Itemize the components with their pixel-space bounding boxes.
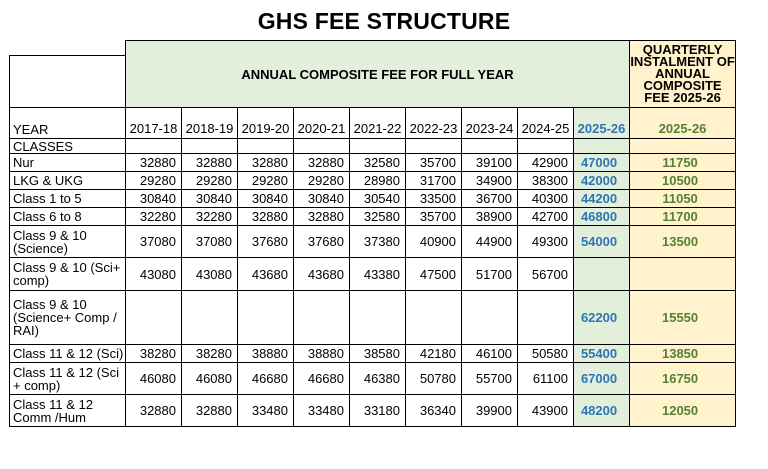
fee-cell: 43900 xyxy=(518,395,574,427)
fee-cell: 32580 xyxy=(350,154,406,172)
fee-cell: 46080 xyxy=(182,363,238,395)
blank-corner-top xyxy=(10,41,126,56)
classes-label: CLASSES xyxy=(10,139,126,154)
year-header-9: 2025-26 xyxy=(630,108,736,139)
quarterly-fee-cell: 11700 xyxy=(630,208,736,226)
year-label: YEAR xyxy=(10,108,126,139)
fee-cell: 62200 xyxy=(574,291,630,345)
table-row xyxy=(10,258,736,291)
fee-table xyxy=(9,40,736,427)
year-header-8: 2025-26 xyxy=(574,108,630,139)
fee-cell: 32880 xyxy=(126,154,182,172)
fee-cell: 49300 xyxy=(518,226,574,258)
fee-cell: 40900 xyxy=(406,226,462,258)
table-row xyxy=(10,208,736,226)
fee-cell: 30840 xyxy=(126,190,182,208)
fee-cell xyxy=(350,291,406,345)
quarterly-fee-cell: 13500 xyxy=(630,226,736,258)
fee-cell: 32880 xyxy=(126,395,182,427)
quarterly-fee-cell: 11050 xyxy=(630,190,736,208)
fee-cell: 43680 xyxy=(238,258,294,291)
year-header-4: 2021-22 xyxy=(350,108,406,139)
table-row xyxy=(10,345,736,363)
fee-cell: 38900 xyxy=(462,208,518,226)
fee-cell: 46680 xyxy=(294,363,350,395)
fee-cell: 32880 xyxy=(294,208,350,226)
fee-cell: 30840 xyxy=(182,190,238,208)
fee-cell: 30840 xyxy=(294,190,350,208)
fee-cell: 32880 xyxy=(182,154,238,172)
table-row xyxy=(10,172,736,190)
fee-cell: 30840 xyxy=(238,190,294,208)
fee-cell: 54000 xyxy=(574,226,630,258)
fee-cell xyxy=(518,291,574,345)
fee-cell: 43380 xyxy=(350,258,406,291)
fee-cell: 37680 xyxy=(238,226,294,258)
class-label: Class 11 & 12 Comm /Hum xyxy=(10,395,126,427)
quarterly-fee-cell: 16750 xyxy=(630,363,736,395)
fee-cell: 46100 xyxy=(462,345,518,363)
quarterly-fee-cell: 11750 xyxy=(630,154,736,172)
fee-cell: 33180 xyxy=(350,395,406,427)
year-header-1: 2018-19 xyxy=(182,108,238,139)
quarterly-fee-cell xyxy=(630,258,736,291)
fee-cell: 36700 xyxy=(462,190,518,208)
table-row xyxy=(10,226,736,258)
year-header-2: 2019-20 xyxy=(238,108,294,139)
fee-cell: 51700 xyxy=(462,258,518,291)
fee-cell: 55700 xyxy=(462,363,518,395)
fee-cell: 43080 xyxy=(126,258,182,291)
fee-cell: 32880 xyxy=(238,154,294,172)
class-label: Class 11 & 12 (Sci) xyxy=(10,345,126,363)
class-label: Class 1 to 5 xyxy=(10,190,126,208)
fee-cell: 38300 xyxy=(518,172,574,190)
fee-cell: 29280 xyxy=(182,172,238,190)
fee-cell: 33480 xyxy=(294,395,350,427)
quarterly-fee-cell: 12050 xyxy=(630,395,736,427)
table-row xyxy=(10,395,736,427)
fee-cell: 67000 xyxy=(574,363,630,395)
fee-cell xyxy=(406,291,462,345)
year-header-6: 2023-24 xyxy=(462,108,518,139)
class-label: Class 6 to 8 xyxy=(10,208,126,226)
fee-cell: 34900 xyxy=(462,172,518,190)
fee-cell: 37680 xyxy=(294,226,350,258)
year-header-5: 2022-23 xyxy=(406,108,462,139)
fee-cell: 38280 xyxy=(182,345,238,363)
fee-cell: 32880 xyxy=(294,154,350,172)
fee-cell: 38280 xyxy=(126,345,182,363)
table-row xyxy=(10,154,736,172)
fee-cell: 28980 xyxy=(350,172,406,190)
fee-cell: 48200 xyxy=(574,395,630,427)
class-label: Class 9 & 10 (Science) xyxy=(10,226,126,258)
class-label: Class 11 & 12 (Sci + comp) xyxy=(10,363,126,395)
fee-cell: 38580 xyxy=(350,345,406,363)
fee-cell: 35700 xyxy=(406,208,462,226)
blank-corner xyxy=(10,56,126,108)
year-header-0: 2017-18 xyxy=(126,108,182,139)
page-title: GHS FEE STRUCTURE xyxy=(257,8,511,34)
fee-cell: 37080 xyxy=(182,226,238,258)
class-label: Class 9 & 10 (Science+ Comp / RAI) xyxy=(10,291,126,345)
fee-cell: 47000 xyxy=(574,154,630,172)
table-row xyxy=(10,363,736,395)
quarterly-fee-cell: 15550 xyxy=(630,291,736,345)
fee-cell: 39900 xyxy=(462,395,518,427)
fee-cell xyxy=(574,258,630,291)
fee-cell: 30540 xyxy=(350,190,406,208)
fee-cell: 42700 xyxy=(518,208,574,226)
class-label: LKG & UKG xyxy=(10,172,126,190)
fee-cell: 38880 xyxy=(238,345,294,363)
fee-cell xyxy=(182,291,238,345)
fee-cell: 46800 xyxy=(574,208,630,226)
fee-cell: 37080 xyxy=(126,226,182,258)
fee-cell: 43680 xyxy=(294,258,350,291)
fee-cell: 50580 xyxy=(518,345,574,363)
fee-cell: 33480 xyxy=(238,395,294,427)
fee-cell: 44200 xyxy=(574,190,630,208)
fee-cell xyxy=(126,291,182,345)
class-label: Nur xyxy=(10,154,126,172)
fee-cell xyxy=(294,291,350,345)
class-label: Class 9 & 10 (Sci+ comp) xyxy=(10,258,126,291)
fee-cell: 31700 xyxy=(406,172,462,190)
fee-cell: 46380 xyxy=(350,363,406,395)
fee-cell: 29280 xyxy=(294,172,350,190)
year-header-3: 2020-21 xyxy=(294,108,350,139)
fee-cell: 42900 xyxy=(518,154,574,172)
year-header-7: 2024-25 xyxy=(518,108,574,139)
fee-cell: 32280 xyxy=(182,208,238,226)
fee-cell: 46080 xyxy=(126,363,182,395)
fee-cell: 39100 xyxy=(462,154,518,172)
table-row xyxy=(10,291,736,345)
fee-cell: 35700 xyxy=(406,154,462,172)
fee-cell: 29280 xyxy=(126,172,182,190)
fee-cell: 43080 xyxy=(182,258,238,291)
quarterly-fee-header: QUARTERLY INSTALMENT OF ANNUAL COMPOSITE FEE 2025-26 xyxy=(630,41,736,108)
fee-cell: 40300 xyxy=(518,190,574,208)
fee-cell: 55400 xyxy=(574,345,630,363)
table-row xyxy=(10,190,736,208)
fee-cell: 61100 xyxy=(518,363,574,395)
fee-cell: 37380 xyxy=(350,226,406,258)
fee-cell: 46680 xyxy=(238,363,294,395)
fee-cell: 36340 xyxy=(406,395,462,427)
fee-cell: 50780 xyxy=(406,363,462,395)
quarterly-fee-cell: 10500 xyxy=(630,172,736,190)
quarterly-fee-cell: 13850 xyxy=(630,345,736,363)
fee-cell: 56700 xyxy=(518,258,574,291)
fee-cell xyxy=(238,291,294,345)
fee-cell: 32880 xyxy=(238,208,294,226)
fee-cell: 32580 xyxy=(350,208,406,226)
annual-fee-header: ANNUAL COMPOSITE FEE FOR FULL YEAR xyxy=(126,41,630,108)
fee-cell: 42000 xyxy=(574,172,630,190)
fee-cell xyxy=(462,291,518,345)
fee-cell: 38880 xyxy=(294,345,350,363)
fee-cell: 29280 xyxy=(238,172,294,190)
fee-cell: 32880 xyxy=(182,395,238,427)
fee-cell: 42180 xyxy=(406,345,462,363)
fee-cell: 47500 xyxy=(406,258,462,291)
fee-cell: 33500 xyxy=(406,190,462,208)
fee-cell: 44900 xyxy=(462,226,518,258)
fee-cell: 32280 xyxy=(126,208,182,226)
